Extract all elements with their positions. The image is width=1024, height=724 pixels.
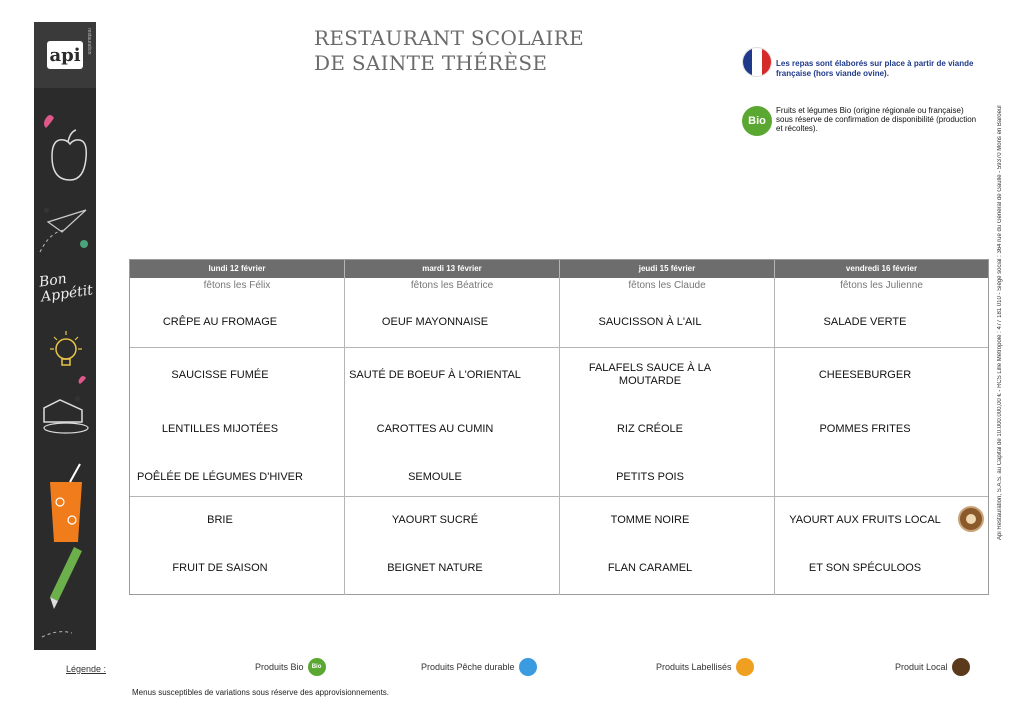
bon-appetit-text: Bon Appétit <box>38 270 94 306</box>
dessert-thursday: FLAN CARAMEL <box>607 561 693 574</box>
fete-thursday: fêtons les Claude <box>628 280 706 291</box>
bio-icon: Bio <box>308 658 326 676</box>
entree-thursday: SAUCISSON À L'AIL <box>598 315 702 328</box>
api-logo-tagline: restauration <box>86 28 92 55</box>
accompagnement-1-thursday: RIZ CRÉOLE <box>616 422 683 435</box>
legend-bio-label: Produits Bio <box>255 662 304 672</box>
accompagnement-1-friday: POMMES FRITES <box>819 422 911 435</box>
lightbulb-icon <box>42 327 90 375</box>
accompagnement-2-monday: POÊLÉE DE LÉGUMES D'HIVER <box>137 470 303 483</box>
row-divider <box>130 496 988 497</box>
title-line-1: RESTAURANT SCOLAIRE <box>314 26 584 50</box>
legal-mention: Api Restauration, S.A.S. au Capital de 10.000.000,00 € - RCS Lille Métropole : 477 181 010 - Siège social : 364 rue du Général de Gaulle - 59370 Mons en Baroeul <box>997 105 1003 540</box>
legend-label <box>656 658 754 676</box>
local-product-icon <box>958 506 984 532</box>
legend-title: Légende : <box>66 664 107 674</box>
dessert-tuesday: BEIGNET NATURE <box>387 561 483 574</box>
legend-local <box>895 658 970 676</box>
laitage-thursday: TOMME NOIRE <box>610 513 690 526</box>
plat-thursday: FALAFELS SAUCE À LA MOUTARDE <box>588 362 712 387</box>
plat-monday: SAUCISSE FUMÉE <box>171 368 269 381</box>
local-product-icon <box>952 658 970 676</box>
page-title <box>314 26 584 76</box>
laitage-tuesday: YAOURT SUCRÉ <box>391 513 479 526</box>
menu-table <box>129 259 989 595</box>
dessert-friday: ET SON SPÉCULOOS <box>808 561 922 574</box>
accompagnement-1-tuesday: CAROTTES AU CUMIN <box>376 422 494 435</box>
legend-label-text: Produits Labellisés <box>656 662 732 672</box>
decorative-chalkboard-strip <box>34 22 96 650</box>
title-line-2: DE SAINTE THÉRÈSE <box>314 51 548 75</box>
bio-icon: Bio <box>742 106 772 136</box>
day-header-monday: lundi 12 février <box>130 260 344 278</box>
fete-monday: fêtons les Félix <box>203 280 271 291</box>
fete-tuesday: fêtons les Béatrice <box>410 280 494 291</box>
pencil-icon <box>40 537 92 647</box>
legend-peche <box>421 658 537 676</box>
plat-tuesday: SAUTÉ DE BOEUF À L'ORIENTAL <box>349 368 521 381</box>
laitage-monday: BRIE <box>207 513 233 526</box>
apple-icon <box>38 106 92 206</box>
french-flag-icon <box>742 47 772 77</box>
footnote: Menus susceptibles de variations sous réserve des approvisionnements. <box>132 688 390 697</box>
plat-friday: CHEESEBURGER <box>818 368 912 381</box>
legend-local-label: Produit Local <box>895 662 948 672</box>
sustainable-fishing-icon <box>519 658 537 676</box>
legend <box>0 656 1024 680</box>
row-divider <box>130 347 988 348</box>
accompagnement-2-friday <box>775 467 955 487</box>
entree-monday: CRÊPE AU FROMAGE <box>162 315 278 328</box>
day-header-tuesday: mardi 13 février <box>345 260 559 278</box>
accompagnement-1-monday: LENTILLES MIJOTÉES <box>161 422 279 435</box>
entree-friday: SALADE VERTE <box>823 315 907 328</box>
legend-peche-label: Produits Pêche durable <box>421 662 515 672</box>
api-logo <box>34 22 96 88</box>
accompagnement-2-tuesday: SEMOULE <box>408 470 462 483</box>
cake-icon <box>40 372 92 442</box>
paper-plane-icon <box>38 192 92 262</box>
entree-tuesday: OEUF MAYONNAISE <box>381 315 489 328</box>
french-meat-text: Les repas sont élaborés sur place à partir de viande française (hors viande ovine). <box>776 59 974 78</box>
quality-label-icon <box>736 658 754 676</box>
laitage-friday: YAOURT AUX FRUITS LOCAL <box>789 513 941 526</box>
day-header-thursday: jeudi 15 février <box>560 260 774 278</box>
api-logo-text: api <box>47 41 83 69</box>
french-meat-notice <box>742 47 982 79</box>
legend-bio <box>255 658 326 676</box>
bio-text: Fruits et légumes Bio (origine régionale ou française) sous réserve de confirmation de disponibilité (production et récoltes). <box>776 106 977 133</box>
fete-friday: fêtons les Julienne <box>840 280 923 291</box>
bio-notice <box>742 106 982 136</box>
day-header-friday: vendredi 16 février <box>775 260 988 278</box>
accompagnement-2-thursday: PETITS POIS <box>616 470 684 483</box>
dessert-monday: FRUIT DE SAISON <box>172 561 268 574</box>
